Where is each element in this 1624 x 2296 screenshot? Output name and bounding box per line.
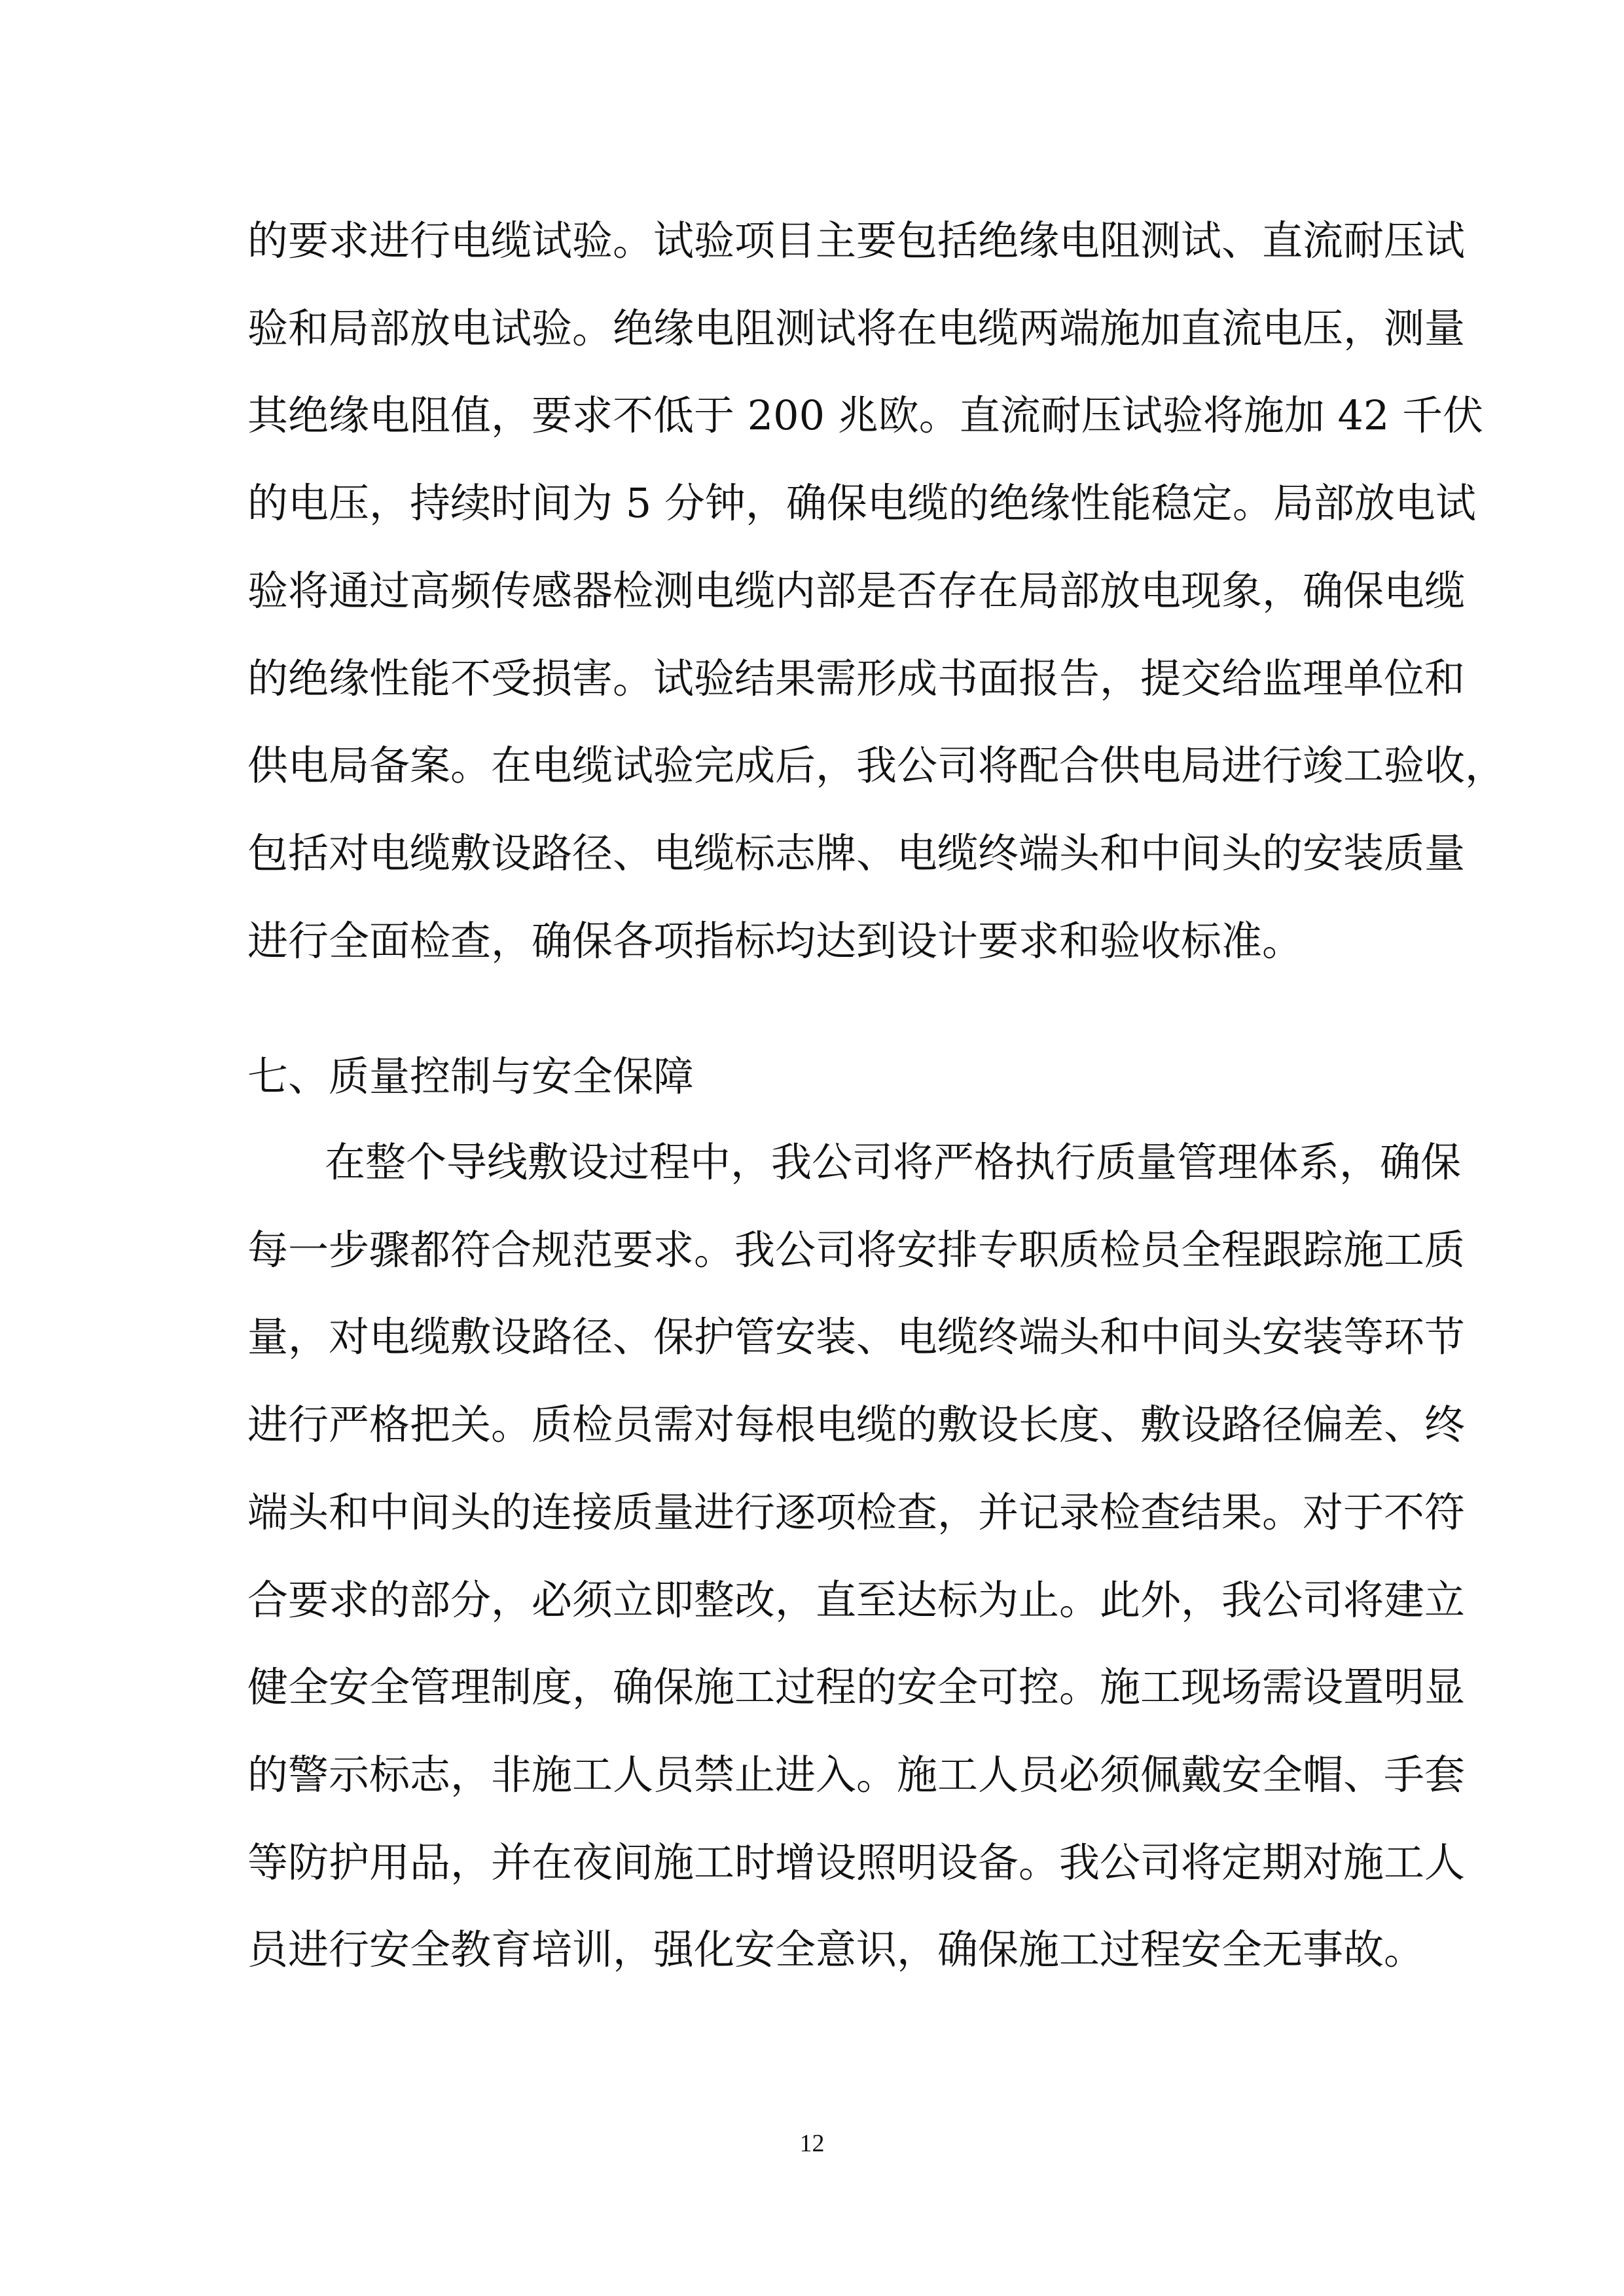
text-line: 的绝缘性能不受损害。试验结果需形成书面报告，提交给监理单位和 (247, 655, 1466, 702)
text-line: 的电压，持续时间为 5 分钟，确保电缆的绝缘性能稳定。局部放电试 (247, 479, 1476, 527)
text-line: 验将通过高频传感器检测电缆内部是否存在局部放电现象，确保电缆 (247, 567, 1466, 615)
text-line: 健全安全管理制度，确保施工过程的安全可控。施工现场需设置明显 (247, 1663, 1466, 1711)
text-line: 端头和中间头的连接质量进行逐项检查，并记录检查结果。对于不符 (247, 1488, 1466, 1536)
text-line: 合要求的部分，必须立即整改，直至达标为止。此外，我公司将建立 (247, 1576, 1466, 1624)
text-line: 包括对电缆敷设路径、电缆标志牌、电缆终端头和中间头的安装质量 (247, 829, 1466, 877)
text-line: 的要求进行电缆试验。试验项目主要包括绝缘电阻测试、直流耐压试 (247, 217, 1466, 264)
text-line: 每一步骤都符合规范要求。我公司将安排专职质检员全程跟踪施工质 (247, 1226, 1466, 1274)
text-line: 其绝缘电阻值，要求不低于 200 兆欧。直流耐压试验将施加 42 千伏 (247, 391, 1484, 439)
text-line: 进行严格把关。质检员需对每根电缆的敷设长度、敷设路径偏差、终 (247, 1401, 1466, 1448)
page-number: 12 (799, 2130, 825, 2157)
text-line: 进行全面检查，确保各项指标均达到设计要求和验收标准。 (247, 917, 1303, 965)
text-line: 量，对电缆敷设路径、保护管安装、电缆终端头和中间头安装等环节 (247, 1313, 1466, 1361)
text-line: 在整个导线敷设过程中，我公司将严格执行质量管理体系，确保 (325, 1138, 1462, 1186)
text-line: 员进行安全教育培训，强化安全意识，确保施工过程安全无事故。 (247, 1926, 1425, 1973)
text-line: 等防护用品，并在夜间施工时增设照明设备。我公司将定期对施工人 (247, 1839, 1466, 1886)
text-line: 验和局部放电试验。绝缘电阻测试将在电缆两端施加直流电压，测量 (247, 304, 1466, 352)
text-line: 的警示标志，非施工人员禁止进入。施工人员必须佩戴安全帽、手套 (247, 1751, 1466, 1799)
text-line: 供电局备案。在电缆试验完成后，我公司将配合供电局进行竣工验收， (247, 742, 1506, 789)
section-heading: 七、质量控制与安全保障 (247, 1052, 695, 1100)
